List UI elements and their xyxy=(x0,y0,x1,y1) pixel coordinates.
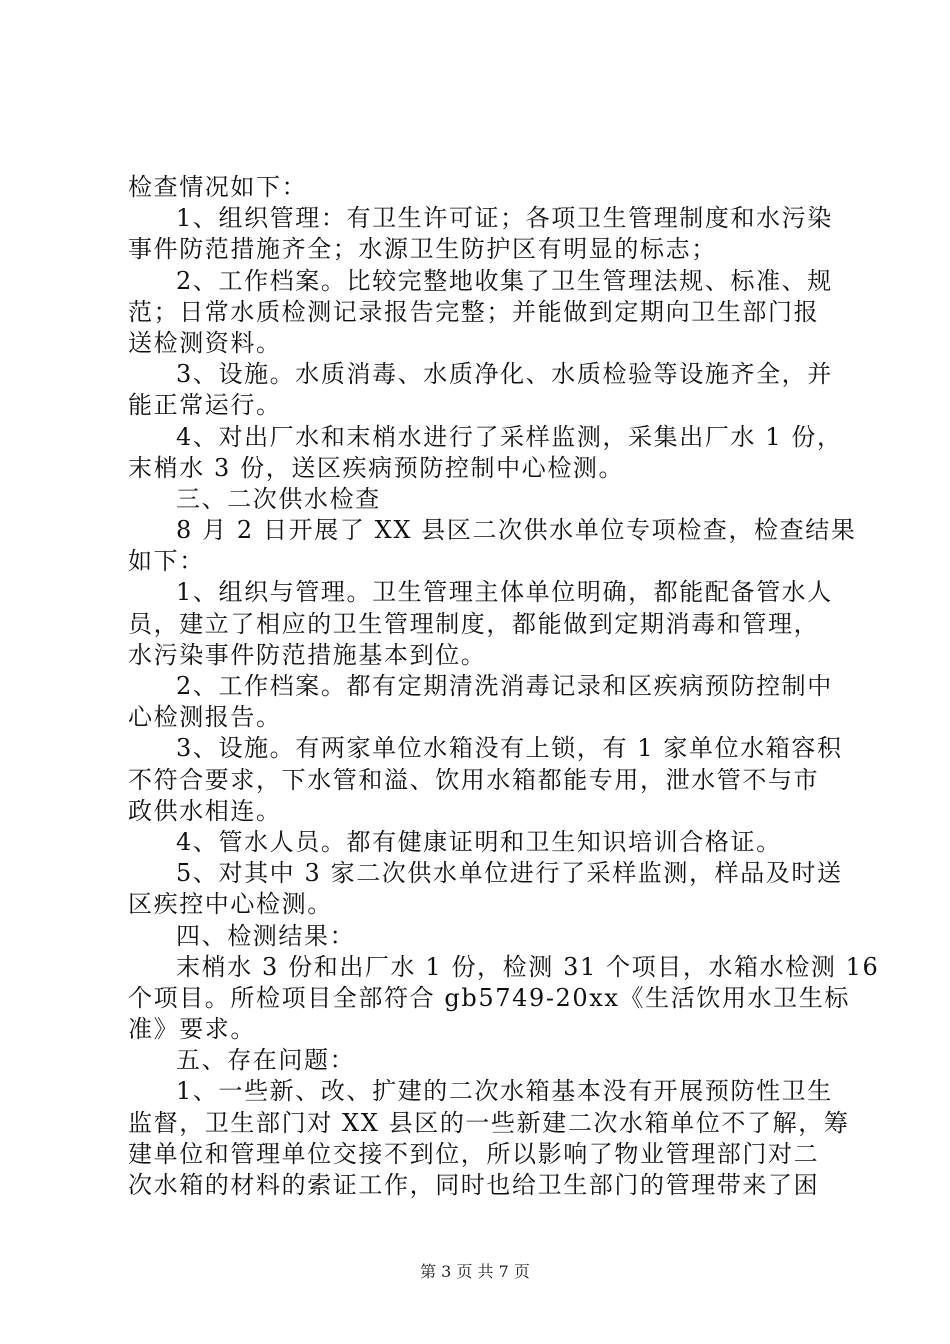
text-line: 建单位和管理单位交接不到位，所以影响了物业管理部门对二 xyxy=(128,1139,820,1168)
text-line: 3、设施。水质消毒、水质净化、水质检验等设施齐全，并 xyxy=(176,360,833,389)
text-line: 五、存在问题： xyxy=(176,1046,356,1075)
text-line: 1、一些新、改、扩建的二次水箱基本没有开展预防性卫生 xyxy=(176,1077,833,1106)
text-line: 员，建立了相应的卫生管理制度，都能做到定期消毒和管理， xyxy=(128,609,820,638)
text-line: 4、管水人员。都有健康证明和卫生知识培训合格证。 xyxy=(176,827,782,856)
text-line: 三、二次供水检查 xyxy=(176,484,381,513)
text-line: 心检测报告。 xyxy=(128,703,282,732)
text-line: 5、对其中 3 家二次供水单位进行了采样监测，样品及时送 xyxy=(176,859,843,888)
text-line: 个项目。所检项目全部符合 gb5749-20xx《生活饮用水卫生标 xyxy=(128,983,850,1012)
text-line: 4、对出厂水和末梢水进行了采样监测，采集出厂水 1 份， xyxy=(176,422,843,451)
text-line: 如下： xyxy=(128,547,205,576)
text-line: 政供水相连。 xyxy=(128,796,282,825)
text-line: 末梢水 3 份，送区疾病预防控制中心检测。 xyxy=(128,453,625,482)
text-line: 监督，卫生部门对 XX 县区的一些新建二次水箱单位不了解，筹 xyxy=(128,1108,850,1137)
text-line: 2、工作档案。比较完整地收集了卫生管理法规、标准、规 xyxy=(176,266,833,295)
text-line: 送检测资料。 xyxy=(128,328,282,357)
text-line: 次水箱的材料的索证工作，同时也给卫生部门的管理带来了困 xyxy=(128,1171,820,1199)
page-footer: 第 3 页 共 7 页 xyxy=(420,1262,530,1281)
text-line: 检查情况如下： xyxy=(128,173,308,201)
text-line: 区疾控中心检测。 xyxy=(128,890,333,919)
text-line: 3、设施。有两家单位水箱没有上锁，有 1 家单位水箱容积 xyxy=(176,734,843,763)
text-line: 2、工作档案。都有定期清洗消毒记录和区疾病预防控制中 xyxy=(176,672,833,700)
text-line: 1、组织管理：有卫生许可证；各项卫生管理制度和水污染 xyxy=(176,204,833,233)
text-line: 末梢水 3 份和出厂水 1 份，检测 31 个项目，水箱水检测 16 xyxy=(176,952,880,981)
text-line: 1、组织与管理。卫生管理主体单位明确，都能配备管水人 xyxy=(176,578,833,607)
text-line: 范；日常水质检测记录报告完整；并能做到定期向卫生部门报 xyxy=(128,297,820,326)
text-line: 准》要求。 xyxy=(128,1015,256,1044)
text-line: 水污染事件防范措施基本到位。 xyxy=(128,640,487,669)
text-line: 不符合要求，下水管和溢、饮用水箱都能专用，泄水管不与市 xyxy=(128,765,820,794)
text-line: 能正常运行。 xyxy=(128,391,282,420)
text-line: 事件防范措施齐全；水源卫生防护区有明显的标志； xyxy=(128,235,717,264)
text-line: 四、检测结果： xyxy=(176,921,356,950)
document-body xyxy=(128,172,880,1201)
text-line: 8 月 2 日开展了 XX 县区二次供水单位专项检查，检查结果 xyxy=(176,516,857,545)
